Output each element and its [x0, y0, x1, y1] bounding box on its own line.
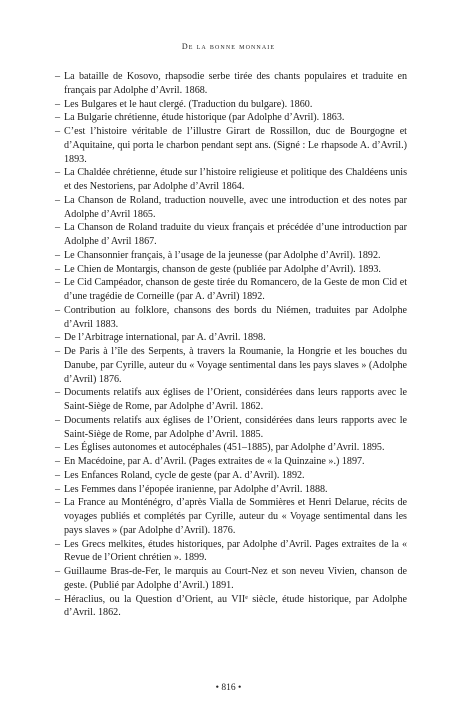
entry-text: La bataille de Kosovo, rhapsodie serbe tirée des chants populaires et traduite en français par Adolphe d’Avril. 1868. — [64, 71, 407, 96]
entry-dash: – — [55, 483, 61, 495]
bibliography-entry — [55, 331, 407, 345]
entry-text: Le Cid Campéador, chanson de geste tirée du Romancero, de la Geste de mon Cid et d’une tragédie de Corneille (par A. d’Avril) 1892. — [64, 277, 407, 302]
entry-dash: – — [55, 98, 61, 110]
entry-text: La Chanson de Roland traduite du vieux français et précédée d’une introduction par Adolphe d’ Avril 1867. — [64, 222, 407, 247]
bibliography-entry — [55, 593, 407, 621]
bibliography-entry — [55, 125, 407, 166]
entry-text: De Paris à l’île des Serpents, à travers la Roumanie, la Hongrie et les bouches du Danube, par Cyrille, auteur du « Voyage sentimental dans les pays slaves » (Adolphe d’Avril) 1876. — [64, 346, 408, 385]
entry-dash: – — [55, 456, 61, 467]
entry-text: En Macédoine, par A. d’Avril. (Pages extraites de « la Quinzaine ».) 1897. — [64, 456, 365, 467]
bibliography-entry — [55, 538, 407, 566]
bibliography-entry — [55, 276, 407, 304]
entry-text: Contribution au folklore, chansons des bords du Niémen, traduites par Adolphe d’Avril 1883. — [64, 304, 407, 330]
bibliography-entry — [55, 455, 407, 469]
bibliography-entry — [55, 111, 407, 125]
entry-dash: – — [55, 277, 61, 289]
bibliography-entry — [55, 263, 407, 277]
entry-dash: – — [55, 126, 61, 137]
entry-dash: – — [55, 387, 61, 399]
bibliography-entry — [55, 441, 407, 455]
entry-dash: – — [55, 442, 61, 454]
entry-text: Le Chien de Montargis, chanson de geste (publiée par Adolphe d’Avril). 1893. — [64, 263, 381, 275]
entry-text: Documents relatifs aux églises de l’Orient, considérées dans leurs rapports avec le Saint-Siège de Rome, par Adolphe d’Avril. 1862. — [64, 387, 407, 412]
entry-dash: – — [55, 538, 61, 550]
entry-dash: – — [55, 332, 61, 344]
entry-text: Le Chansonnier français, à l’usage de la jeunesse (par Adolphe d’Avril). 1892. — [64, 249, 381, 261]
bibliography-entry — [55, 496, 407, 537]
entry-dash: – — [55, 346, 61, 357]
entry-text: Les Enfances Roland, cycle de geste (par A. d’Avril). 1892. — [64, 469, 305, 481]
entry-dash: – — [55, 194, 61, 206]
bibliography-list — [55, 70, 407, 620]
entry-text: Les Bulgares et le haut clergé. (Traduction du bulgare). 1860. — [64, 98, 313, 110]
entry-text: C’est l’histoire véritable de l’illustre Girart de Rossillon, duc de Bourgogne et d’Aquitaine, qui porta le charbon pendant sept ans. (Signé : Le rhapsode A. d’Avril.) 1893. — [64, 126, 407, 165]
entry-dash: – — [55, 167, 61, 179]
entry-text: La France au Monténégro, d’après Vialla de Sommières et Henri Delarue, récits de voyages publiés et complétés par Cyrille, auteur du « Voyage sentimental dans les pays slaves » (par Adolphe d’Avril). 1876. — [64, 497, 407, 536]
entry-text: De l’Arbitrage international, par A. d’Avril. 1898. — [64, 332, 266, 344]
entry-dash: – — [55, 249, 61, 261]
entry-dash: – — [55, 263, 61, 275]
entry-text: Les Femmes dans l’épopée iranienne, par Adolphe d’Avril. 1888. — [64, 483, 328, 495]
bibliography-entry — [55, 565, 407, 593]
entry-text: Les Églises autonomes et autocéphales (451–1885), par Adolphe d’Avril. 1895. — [64, 442, 385, 454]
century-superscript: e — [245, 594, 248, 601]
bibliography-entry — [55, 249, 407, 263]
bibliography-entry — [55, 70, 407, 98]
entry-dash: – — [55, 469, 61, 481]
entry-text: La Chaldée chrétienne, étude sur l’histoire religieuse et politique des Chaldéens unis et des Nestoriens, par Adolphe d’Avril 1864. — [64, 167, 407, 192]
entry-text: Héraclius, ou la Question d’Orient, au VII — [64, 593, 246, 605]
bibliography-entry — [55, 483, 407, 497]
bibliography-entry — [55, 166, 407, 194]
bibliography-entry — [55, 386, 407, 414]
entry-dash: – — [55, 414, 61, 426]
entry-text: Les Grecs melkites, études historiques, par Adolphe d’Avril. Pages extraites de la « Revue de l’Orient chrétien ». 1899. — [64, 538, 407, 564]
bibliography-entry — [55, 414, 407, 442]
entry-dash: – — [55, 593, 61, 605]
entry-text: Guillaume Bras-de-Fer, le marquis au Court-Nez et son neveu Vivien, chanson de geste. (Publié par Adolphe d’Avril.) 1891. — [64, 566, 407, 591]
bibliography-entry — [55, 469, 407, 483]
bibliography-entry — [55, 194, 407, 222]
entry-text: La Bulgarie chrétienne, étude historique (par Adolphe d’Avril). 1863. — [64, 112, 345, 124]
page-number: • 816 • — [215, 683, 242, 693]
entry-dash: – — [55, 566, 61, 577]
running-head: De la bonne monnaie — [181, 42, 276, 51]
entry-dash: – — [55, 112, 61, 124]
bibliography-entry — [55, 221, 407, 249]
entry-text: Documents relatifs aux églises de l’Orient, considérées dans leurs rapports avec le Saint-Siège de Rome, par Adolphe d’Avril. 1885. — [64, 414, 407, 440]
entry-dash: – — [55, 222, 61, 234]
entry-text: siècle, étude historique, par Adolphe d’Avril. 1862. — [64, 593, 407, 619]
entry-dash: – — [55, 71, 61, 82]
bibliography-entry — [55, 98, 407, 112]
bibliography-entry — [55, 345, 407, 386]
bibliography-entry — [55, 304, 407, 332]
entry-dash: – — [55, 497, 61, 509]
entry-dash: – — [55, 304, 61, 316]
entry-text: La Chanson de Roland, traduction nouvelle, avec une introduction et des notes par Adolphe d’Avril 1865. — [64, 194, 407, 220]
